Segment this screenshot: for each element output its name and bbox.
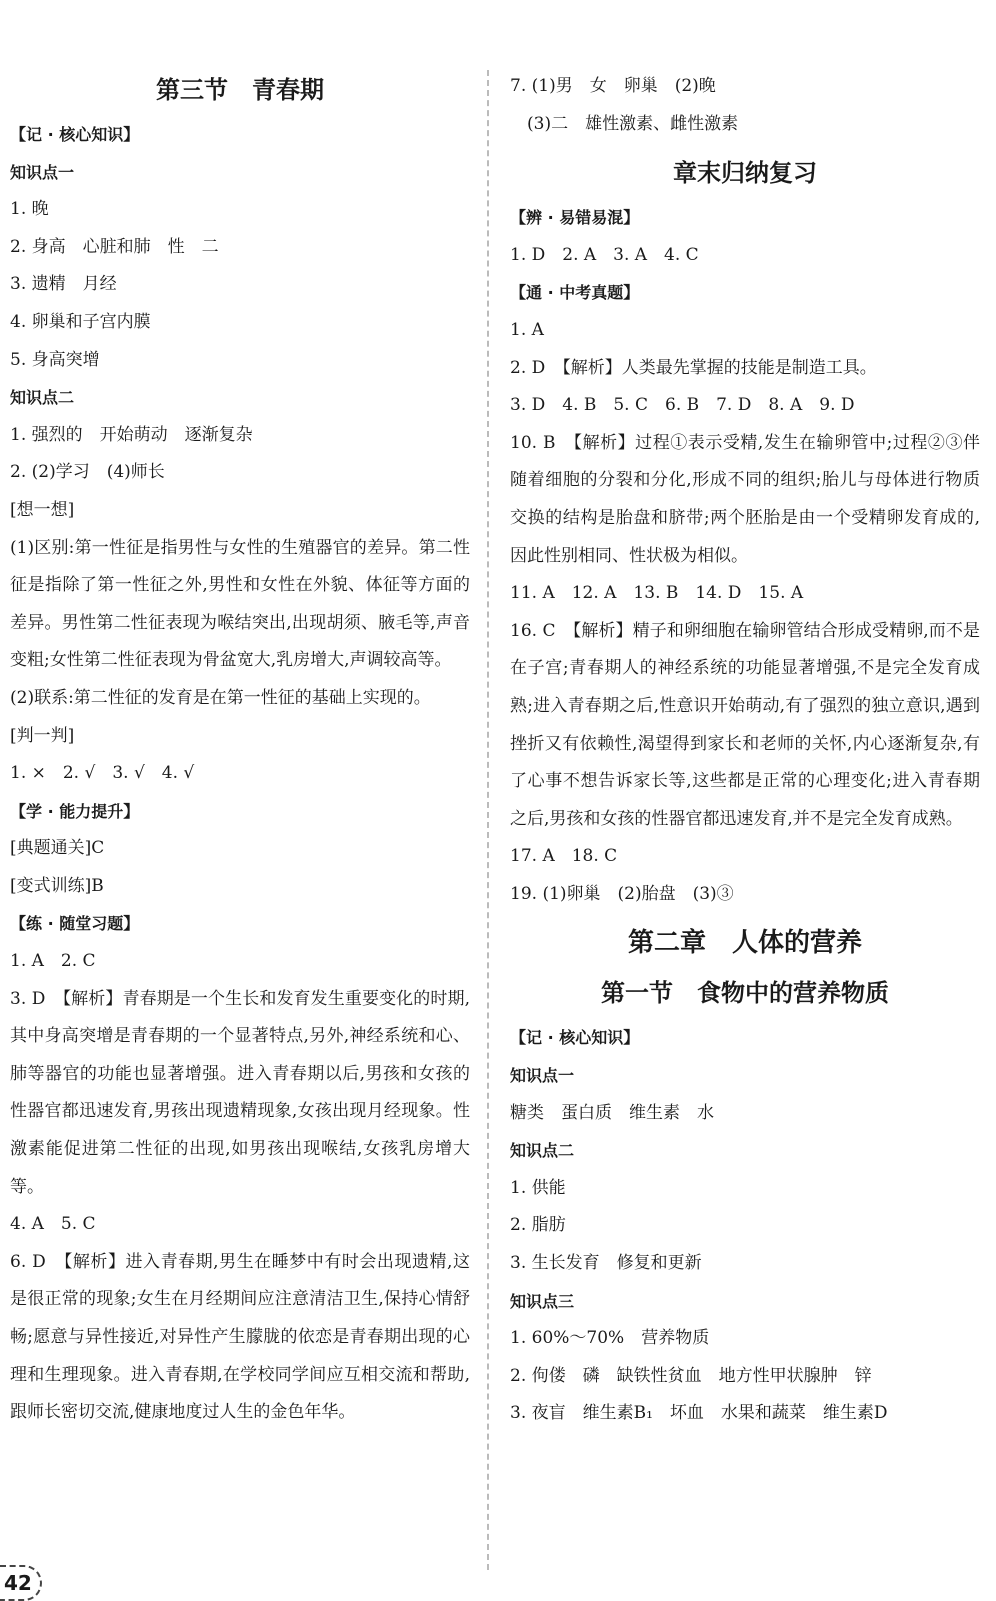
answer-line: 19. (1)卵巢 (2)胎盘 (3)③ <box>510 883 734 904</box>
column-divider <box>487 70 489 1570</box>
left-answer-list <box>10 116 470 1432</box>
answer-line: 2. 身高 心脏和肺 性 二 <box>10 236 219 257</box>
answer-line: [典题通关]C <box>10 838 105 859</box>
answer-line: [判一判] <box>10 725 75 746</box>
section-heading: 知识点二 <box>10 388 75 408</box>
page-number: 42 <box>0 1565 42 1601</box>
answer-line: 4. A 5. C <box>10 1214 96 1235</box>
left-column <box>10 60 470 1432</box>
answer-line: 1. × 2. √ 3. √ 4. √ <box>10 763 195 784</box>
section-heading: 知识点一 <box>10 162 75 182</box>
section-heading: 知识点二 <box>510 1141 575 1161</box>
answer-line: 1. D 2. A 3. A 4. C <box>510 244 699 265</box>
chapter-title: 第二章 人体的营养 <box>627 928 862 959</box>
answer-line: (3)二 雄性激素、雌性激素 <box>510 113 739 134</box>
answer-line: [变式训练]B <box>10 875 104 896</box>
right-top-list <box>510 68 980 143</box>
answer-line: (2)联系:第二性征的发育是在第一性征的基础上实现的。 <box>10 687 431 708</box>
answer-line: 10. B 【解析】过程①表示受精,发生在输卵管中;过程②③伴随着细胞的分裂和分化,形成不同的组织;胎儿与母体进行物质交换的结构是胎盘和脐带;两个胚胎是由一个受精卵发育成的,因此性别相同、性状极为相似。 <box>510 432 980 566</box>
section-heading: 【辨 · 易错易混】 <box>510 208 640 228</box>
answer-line: 11. A 12. A 13. B 14. D 15. A <box>510 583 804 604</box>
section-heading: 【学 · 能力提升】 <box>10 801 140 821</box>
section-heading: 【记 · 核心知识】 <box>10 125 140 144</box>
right-column <box>510 68 980 1433</box>
section-heading: 【练 · 随堂习题】 <box>10 914 140 934</box>
chapter-review-list <box>510 199 980 913</box>
section-heading: 知识点一 <box>510 1066 575 1086</box>
answer-line: 5. 身高突增 <box>10 349 100 370</box>
answer-line: 3. 夜盲 维生素B₁ 坏血 水果和蔬菜 维生素D <box>510 1403 888 1424</box>
answer-line: 3. 生长发育 修复和更新 <box>510 1253 702 1274</box>
answer-line: 2. D 【解析】人类最先掌握的技能是制造工具。 <box>510 357 877 378</box>
section-heading: 知识点三 <box>510 1291 575 1311</box>
answer-line: 7. (1)男 女 卵巢 (2)晚 <box>510 76 716 96</box>
answer-line: 3. D 【解析】青春期是一个生长和发育发生重要变化的时期,其中身高突增是青春期的一个显著特点,另外,神经系统和心、肺等器官的功能也显著增强。进入青春期以后,男孩和女孩的性器官都迅速发育,男孩出现遗精现象,女孩出现月经现象。性激素能促进第二性征的出现,如男孩出现喉结,女孩乳房增大等。 <box>10 988 470 1197</box>
section-heading: 【通 · 中考真题】 <box>510 283 640 303</box>
nutrition-answer-list <box>510 1019 980 1433</box>
answer-line: 1. A <box>510 319 544 340</box>
answer-line: [想一想] <box>10 499 75 520</box>
answer-line: 糖类 蛋白质 维生素 水 <box>510 1102 714 1123</box>
answer-line: 6. D 【解析】进入青春期,男生在睡梦中有时会出现遗精,这是很正常的现象;女生在月经期间应注意清洁卫生,保持心情舒畅;愿意与异性接近,对异性产生朦胧的依恋是青春期出现的心理和生理现象。进入青春期,在学校同学间应互相交流和帮助,跟师长密切交流,健康地度过人生的金色年华。 <box>10 1251 470 1423</box>
answer-line: 1. 60%～70% 营养物质 <box>510 1328 710 1349</box>
answer-line: 17. A 18. C <box>510 846 618 867</box>
answer-line: 3. D 4. B 5. C 6. B 7. D 8. A 9. D <box>510 395 855 416</box>
answer-line: (1)区别:第一性征是指男性与女性的生殖器官的差异。第二性征是指除了第一性征之外,男性和女性在外貌、体征等方面的差异。男性第二性征表现为喉结突出,出现胡须、腋毛等,声音变粗;女性第二性征表现为骨盆宽大,乳房增大,声调较高等。 <box>10 537 470 671</box>
answer-line: 1. 强烈的 开始萌动 逐渐复杂 <box>10 424 253 445</box>
answer-line: 4. 卵巢和子宫内膜 <box>10 311 151 332</box>
chapter-review-title: 章末归纳复习 <box>673 159 817 188</box>
answer-line: 3. 遗精 月经 <box>10 274 117 295</box>
section-title: 第三节 青春期 <box>156 76 324 104</box>
answer-line: 1. A 2. C <box>10 951 96 972</box>
answer-line: 1. 供能 <box>510 1177 566 1198</box>
answer-line: 2. 佝偻 磷 缺铁性贫血 地方性甲状腺肿 锌 <box>510 1365 872 1386</box>
answer-line: 16. C 【解析】精子和卵细胞在输卵管结合形成受精卵,而不是在子宫;青春期人的神经系统的功能显著增强,不是完全发育成熟;进入青春期之后,性意识开始萌动,有了强烈的独立意识,遇到挫折又有依赖性,渴望得到家长和老师的关怀,内心逐渐复杂,有了心事不想告诉家长等,这些都是正常的心理变化;进入青春期之后,男孩和女孩的性器官都迅速发育,并不是完全发育成熟。 <box>510 620 980 829</box>
answer-line: 2. (2)学习 (4)师长 <box>10 462 165 483</box>
answer-line: 2. 脂肪 <box>510 1215 566 1236</box>
answer-line: 1. 晚 <box>10 199 49 220</box>
subsection-title: 第一节 食物中的营养物质 <box>601 979 889 1008</box>
section-heading: 【记 · 核心知识】 <box>510 1028 640 1048</box>
